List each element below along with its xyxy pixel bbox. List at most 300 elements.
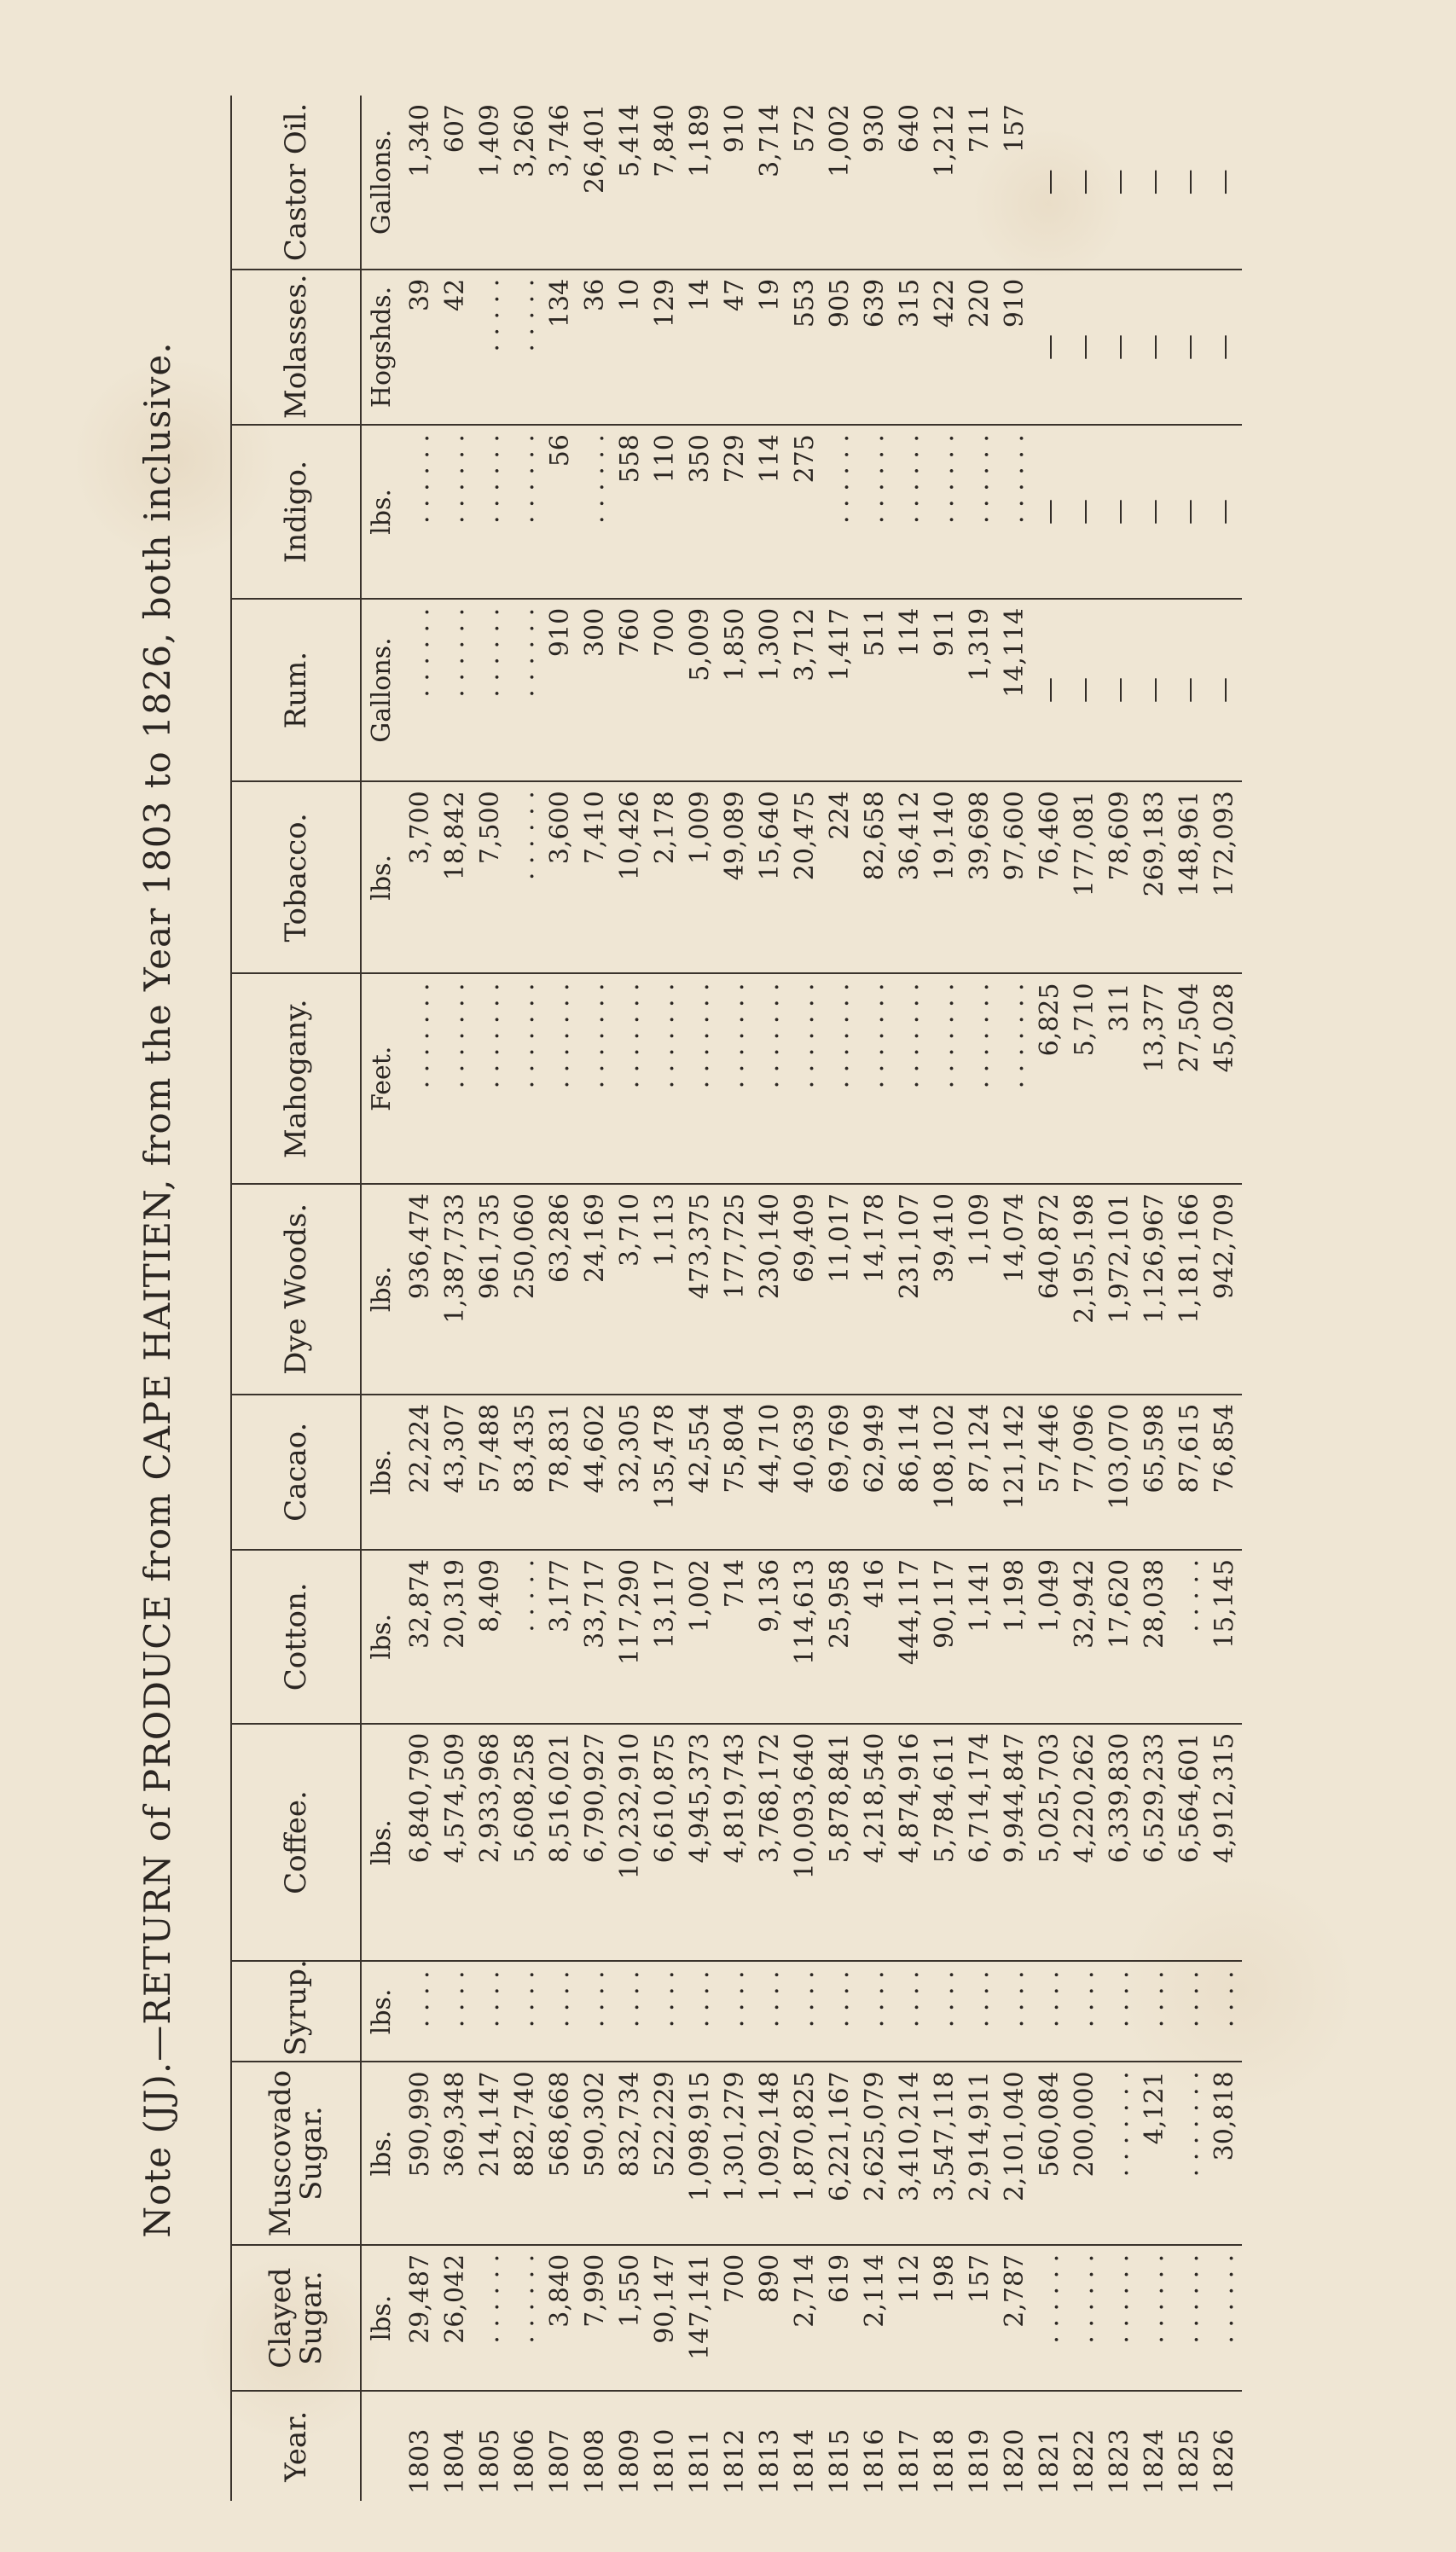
table-cell: 15,640 xyxy=(752,781,787,973)
table-cell: 4,121 xyxy=(1137,2062,1172,2244)
table-cell: 97,600 xyxy=(997,781,1032,973)
table-cell: — xyxy=(1207,599,1242,781)
table-cell: 3,768,172 xyxy=(752,1724,787,1962)
table-cell: 121,142 xyxy=(997,1395,1032,1550)
table-cell: 6,825 xyxy=(1032,973,1067,1184)
table-cell: . . . . . . xyxy=(403,599,438,781)
table-cell: . . . . xyxy=(1207,1961,1242,2062)
table-cell: . . . . . . xyxy=(473,425,508,599)
table-cell: 5,009 xyxy=(682,599,717,781)
table-cell: . . . . . . . xyxy=(542,973,577,1184)
year-cell: 1808 xyxy=(577,2391,612,2501)
table-cell: . . . . . . . xyxy=(508,973,542,1184)
table-cell: 103,070 xyxy=(1102,1395,1137,1550)
table-cell: 62,949 xyxy=(857,1395,892,1550)
table-cell: — xyxy=(1172,425,1207,599)
table-row xyxy=(752,96,787,2501)
table-cell: . . . . . . xyxy=(822,425,857,599)
table-cell: 369,348 xyxy=(438,2062,473,2244)
table-cell: 6,529,233 xyxy=(1137,1724,1172,1962)
table-cell: 40,639 xyxy=(787,1395,822,1550)
table-cell: 14,074 xyxy=(997,1184,1032,1395)
table-cell: . . . . . . . xyxy=(682,973,717,1184)
table-cell: . . . . . . xyxy=(508,599,542,781)
table-cell: 14,178 xyxy=(857,1184,892,1395)
column-header: Mahogany. xyxy=(231,973,361,1184)
table-cell: . . . . . . xyxy=(1137,2245,1172,2392)
table-cell: 444,117 xyxy=(892,1550,927,1724)
table-cell: 473,375 xyxy=(682,1184,717,1395)
table-cell: 1,300 xyxy=(752,599,787,781)
column-header: Dye Woods. xyxy=(231,1184,361,1395)
table-cell: 2,787 xyxy=(997,2245,1032,2392)
table-cell: 4,874,916 xyxy=(892,1724,927,1962)
table-cell: 5,414 xyxy=(614,104,645,177)
table-cell: 315 xyxy=(892,270,927,425)
table-cell: 1,409 xyxy=(474,104,505,177)
table-cell: . . . . . xyxy=(508,270,542,425)
table-cell: 572 xyxy=(789,104,820,154)
table-cell: 936,474 xyxy=(403,1184,438,1395)
table-cell: — xyxy=(1034,169,1064,195)
table-cell: 129 xyxy=(647,270,682,425)
table-cell: 269,183 xyxy=(1137,781,1172,973)
table-cell: 416 xyxy=(857,1550,892,1724)
table-cell: 147,141 xyxy=(682,2245,717,2392)
table-cell: 10,232,910 xyxy=(612,1724,647,1962)
table-row xyxy=(997,96,1032,2501)
table-cell: . . . . . . xyxy=(438,599,473,781)
table-cell: — xyxy=(1032,270,1067,425)
table-cell: 1,098,915 xyxy=(682,2062,717,2244)
table-row xyxy=(508,96,542,2501)
table-cell: 220 xyxy=(962,270,997,425)
table-row xyxy=(473,96,508,2501)
table-cell: 6,714,174 xyxy=(962,1724,997,1962)
page-title: Note (JJ).—RETURN of PRODUCE from CAPE HAITIEN, from the Year 1803 to 1826, both inclusive. xyxy=(136,341,178,2238)
table-cell: 177,081 xyxy=(1067,781,1102,973)
table-cell: . . . . . . . xyxy=(403,973,438,1184)
table-row xyxy=(647,96,682,2501)
table-cell: . . . . . . xyxy=(1207,2245,1242,2392)
table-cell: . . . . xyxy=(962,1961,997,2062)
table-cell: 560,084 xyxy=(1032,2062,1067,2244)
table-cell: 639 xyxy=(857,270,892,425)
table-row xyxy=(787,96,822,2501)
table-cell: 20,475 xyxy=(787,781,822,973)
table-cell: 63,286 xyxy=(542,1184,577,1395)
table-cell: — xyxy=(1137,599,1172,781)
table-cell: 86,114 xyxy=(892,1395,927,1550)
table-cell: 78,609 xyxy=(1102,781,1137,973)
year-cell: 1807 xyxy=(542,2391,577,2501)
table-row xyxy=(577,96,612,2501)
unit-header: lbs. xyxy=(361,2245,403,2392)
table-cell: — xyxy=(1137,270,1172,425)
table-cell: — xyxy=(1067,270,1102,425)
table-cell: . . . . xyxy=(1032,1961,1067,2062)
year-cell: 1824 xyxy=(1137,2391,1172,2501)
table-cell: . . . . . . . xyxy=(927,973,962,1184)
table-cell: 134 xyxy=(542,270,577,425)
table-cell: 39,410 xyxy=(927,1184,962,1395)
table-cell: 1,109 xyxy=(962,1184,997,1395)
table-cell: 90,117 xyxy=(927,1550,962,1724)
table-cell: 2,625,079 xyxy=(857,2062,892,2244)
table-cell: 6,790,927 xyxy=(577,1724,612,1962)
table-cell: 17,620 xyxy=(1102,1550,1137,1724)
table-row xyxy=(403,96,438,2501)
table-cell: . . . . . . xyxy=(508,781,542,973)
table-cell: 522,229 xyxy=(647,2062,682,2244)
table-cell: 300 xyxy=(577,599,612,781)
table-cell: 77,096 xyxy=(1067,1395,1102,1550)
table-cell: . . . . xyxy=(857,1961,892,2062)
column-header: Cacao. xyxy=(231,1395,361,1550)
table-cell: 45,028 xyxy=(1207,973,1242,1184)
table-cell: 905 xyxy=(822,270,857,425)
table-cell: 910 xyxy=(542,599,577,781)
table-cell: 11,017 xyxy=(822,1184,857,1395)
year-cell: 1812 xyxy=(717,2391,752,2501)
table-cell: 714 xyxy=(717,1550,752,1724)
table-cell: . . . . . . xyxy=(1102,2245,1137,2392)
table-row xyxy=(1172,96,1207,2501)
table-cell: 78,831 xyxy=(542,1395,577,1550)
table-row xyxy=(612,96,647,2501)
table-cell: . . . . xyxy=(1137,1961,1172,2062)
table-cell: 1,198 xyxy=(997,1550,1032,1724)
table-cell: 57,446 xyxy=(1032,1395,1067,1550)
table-row xyxy=(962,96,997,2501)
table-cell: 4,574,509 xyxy=(438,1724,473,1962)
table-cell: 114 xyxy=(892,599,927,781)
unit-header: lbs. xyxy=(361,2062,403,2244)
table-cell: 311 xyxy=(1102,973,1137,1184)
unit-header: lbs. xyxy=(361,425,403,599)
table-cell: . . . . . . . xyxy=(962,973,997,1184)
table-cell: 250,060 xyxy=(508,1184,542,1395)
table-cell: . . . . xyxy=(403,1961,438,2062)
rotated-page xyxy=(128,78,1339,2501)
table-row xyxy=(1032,96,1067,2501)
table-cell: 5,025,703 xyxy=(1032,1724,1067,1962)
table-cell: 44,602 xyxy=(577,1395,612,1550)
year-cell: 1822 xyxy=(1067,2391,1102,2501)
year-cell: 1813 xyxy=(752,2391,787,2501)
table-cell: — xyxy=(1209,169,1239,195)
table-cell: 57,488 xyxy=(473,1395,508,1550)
table-cell: 42,554 xyxy=(682,1395,717,1550)
table-row xyxy=(1137,96,1172,2501)
table-cell: — xyxy=(1172,599,1207,781)
table-cell: 422 xyxy=(927,270,962,425)
year-cell: 1804 xyxy=(438,2391,473,2501)
unit-header: Gallons. xyxy=(361,599,403,781)
table-cell: . . . . xyxy=(1172,1961,1207,2062)
column-header: Molasses. xyxy=(231,270,361,425)
year-cell: 1817 xyxy=(892,2391,927,2501)
table-cell: 9,136 xyxy=(752,1550,787,1724)
table-cell: 7,410 xyxy=(577,781,612,973)
table-cell: . . . . xyxy=(682,1961,717,2062)
table-cell: 69,409 xyxy=(787,1184,822,1395)
table-cell: . . . . xyxy=(892,1961,927,2062)
table-cell: — xyxy=(1207,425,1242,599)
table-cell: 33,717 xyxy=(577,1550,612,1724)
table-cell: — xyxy=(1139,169,1169,195)
table-cell: 15,145 xyxy=(1207,1550,1242,1724)
table-cell: 2,714 xyxy=(787,2245,822,2392)
year-cell: 1818 xyxy=(927,2391,962,2501)
table-cell: 1,113 xyxy=(647,1184,682,1395)
table-cell: 148,961 xyxy=(1172,781,1207,973)
table-cell: — xyxy=(1102,270,1137,425)
column-header: Muscovado Sugar. xyxy=(231,2062,361,2244)
table-cell: — xyxy=(1137,425,1172,599)
table-cell: 961,735 xyxy=(473,1184,508,1395)
table-cell: 19,140 xyxy=(927,781,962,973)
table-cell: . . . . xyxy=(438,1961,473,2062)
table-cell: 231,107 xyxy=(892,1184,927,1395)
table-cell: 5,608,258 xyxy=(508,1724,542,1962)
unit-header: lbs. xyxy=(361,1184,403,1395)
table-cell: . . . . . . . xyxy=(717,973,752,1184)
table-cell: 29,487 xyxy=(403,2245,438,2392)
table-cell: 619 xyxy=(822,2245,857,2392)
table-cell: 39,698 xyxy=(962,781,997,973)
year-cell: 1803 xyxy=(403,2391,438,2501)
table-cell: 1,319 xyxy=(962,599,997,781)
table-cell: 1,092,148 xyxy=(752,2062,787,2244)
table-cell: 729 xyxy=(717,425,752,599)
table-cell: 2,101,040 xyxy=(997,2062,1032,2244)
column-header: Tobacco. xyxy=(231,781,361,973)
table-cell: 114,613 xyxy=(787,1550,822,1724)
table-cell: 568,668 xyxy=(542,2062,577,2244)
table-cell: 214,147 xyxy=(473,2062,508,2244)
table-cell: 3,840 xyxy=(542,2245,577,2392)
table-cell: 65,598 xyxy=(1137,1395,1172,1550)
table-cell: 1,009 xyxy=(682,781,717,973)
table-cell: 4,819,743 xyxy=(717,1724,752,1962)
table-cell: 4,220,262 xyxy=(1067,1724,1102,1962)
table-cell: 110 xyxy=(647,425,682,599)
table-cell: 890 xyxy=(752,2245,787,2392)
table-row xyxy=(542,96,577,2501)
table-cell: 1,189 xyxy=(684,104,715,177)
table-cell: . . . . . . xyxy=(473,599,508,781)
table-cell: 108,102 xyxy=(927,1395,962,1550)
year-cell: 1823 xyxy=(1102,2391,1137,2501)
table-cell: . . . . xyxy=(473,1961,508,2062)
table-row xyxy=(927,96,962,2501)
table-cell: 275 xyxy=(787,425,822,599)
table-cell: . . . . xyxy=(647,1961,682,2062)
table-cell: . . . . . . . xyxy=(892,973,927,1184)
table-cell: 590,302 xyxy=(577,2062,612,2244)
table-cell: 1,049 xyxy=(1032,1550,1067,1724)
table-cell: . . . . . . xyxy=(508,2245,542,2392)
table-cell: . . . . xyxy=(577,1961,612,2062)
table-cell: 36,412 xyxy=(892,781,927,973)
table-cell: 56 xyxy=(542,425,577,599)
table-cell: 1,126,967 xyxy=(1137,1184,1172,1395)
table-cell: 157 xyxy=(962,2245,997,2392)
table-cell: 14 xyxy=(682,270,717,425)
table-cell: 24,169 xyxy=(577,1184,612,1395)
unit-header: lbs. xyxy=(361,1550,403,1724)
table-cell: 2,914,911 xyxy=(962,2062,997,2244)
table-cell: 26,042 xyxy=(438,2245,473,2392)
table-cell: 2,933,968 xyxy=(473,1724,508,1962)
table-cell: 711 xyxy=(964,104,995,154)
table-cell: 10,093,640 xyxy=(787,1724,822,1962)
year-cell: 1811 xyxy=(682,2391,717,2501)
table-cell: — xyxy=(1102,425,1137,599)
table-cell: . . . . xyxy=(612,1961,647,2062)
year-cell: 1809 xyxy=(612,2391,647,2501)
table-cell: 18,842 xyxy=(438,781,473,973)
table-cell: 9,944,847 xyxy=(997,1724,1032,1962)
table-cell: 177,725 xyxy=(717,1184,752,1395)
table-cell: 1,002 xyxy=(682,1550,717,1724)
table-cell: . . . . . . . xyxy=(647,973,682,1184)
table-cell: . . . . xyxy=(752,1961,787,2062)
table-cell: 10,426 xyxy=(612,781,647,973)
table-cell: 910 xyxy=(997,270,1032,425)
unit-header: lbs. xyxy=(361,781,403,973)
table-cell: . . . . . . . xyxy=(473,973,508,1184)
table-cell: 135,478 xyxy=(647,1395,682,1550)
table-cell: — xyxy=(1032,425,1067,599)
table-cell: 910 xyxy=(719,104,750,154)
table-cell: 350 xyxy=(682,425,717,599)
table-row xyxy=(682,96,717,2501)
unit-header: Hogshds. xyxy=(361,270,403,425)
table-cell: 49,089 xyxy=(717,781,752,973)
table-cell: . . . . . . . xyxy=(752,973,787,1184)
table-cell: 942,709 xyxy=(1207,1184,1242,1395)
table-cell: 911 xyxy=(927,599,962,781)
table-cell: 25,958 xyxy=(822,1550,857,1724)
table-cell: . . . . . . xyxy=(927,425,962,599)
table-cell: 32,874 xyxy=(403,1550,438,1724)
table-cell: 6,610,875 xyxy=(647,1724,682,1962)
table-cell: 4,912,315 xyxy=(1207,1724,1242,1962)
unit-headers xyxy=(361,96,403,2501)
table-cell: 832,734 xyxy=(612,2062,647,2244)
table-cell: 82,658 xyxy=(857,781,892,973)
table-cell: . . . . xyxy=(927,1961,962,2062)
table-cell: 553 xyxy=(787,270,822,425)
table-cell: 43,307 xyxy=(438,1395,473,1550)
table-cell: . . . . . . xyxy=(857,425,892,599)
unit-header: lbs. xyxy=(361,1395,403,1550)
column-header: Indigo. xyxy=(231,425,361,599)
table-cell: — xyxy=(1102,599,1137,781)
table-cell: 1,387,733 xyxy=(438,1184,473,1395)
unit-header: lbs. xyxy=(361,1724,403,1962)
table-cell: 36 xyxy=(577,270,612,425)
table-cell: . . . . . . xyxy=(577,425,612,599)
unit-header: lbs. xyxy=(361,1961,403,2062)
table-cell: 700 xyxy=(647,599,682,781)
table-cell: 1,141 xyxy=(962,1550,997,1724)
table-cell: 22,224 xyxy=(403,1395,438,1550)
table-cell: 3,700 xyxy=(403,781,438,973)
table-cell: . . . . xyxy=(542,1961,577,2062)
column-header: Cotton. xyxy=(231,1550,361,1724)
table-row xyxy=(438,96,473,2501)
table-cell: 32,305 xyxy=(612,1395,647,1550)
column-header: Syrup. xyxy=(231,1961,361,2062)
table-cell: . . . . . . . xyxy=(577,973,612,1184)
column-header: Clayed Sugar. xyxy=(231,2245,361,2392)
table-cell: 75,804 xyxy=(717,1395,752,1550)
table-cell: 157 xyxy=(999,104,1030,154)
year-cell: 1806 xyxy=(508,2391,542,2501)
table-cell: — xyxy=(1032,599,1067,781)
table-cell: . . . . xyxy=(997,1961,1032,2062)
table-cell: 640 xyxy=(894,104,925,154)
table-body xyxy=(403,96,1242,2501)
unit-header: Gallons. xyxy=(367,129,397,235)
table-cell: . . . . . . xyxy=(403,425,438,599)
table-cell: 76,854 xyxy=(1207,1395,1242,1550)
table-cell: . . . . xyxy=(1067,1961,1102,2062)
table-cell: 13,377 xyxy=(1137,973,1172,1184)
table-cell: — xyxy=(1207,270,1242,425)
table-cell: 26,401 xyxy=(579,104,610,194)
table-cell: 511 xyxy=(857,599,892,781)
table-cell: 700 xyxy=(717,2245,752,2392)
year-cell: 1815 xyxy=(822,2391,857,2501)
table-cell: 112 xyxy=(892,2245,927,2392)
table-cell: 7,990 xyxy=(577,2245,612,2392)
table-cell: 3,177 xyxy=(542,1550,577,1724)
table-cell: . . . . . . xyxy=(508,425,542,599)
table-cell: 3,410,214 xyxy=(892,2062,927,2244)
table-cell: 6,339,830 xyxy=(1102,1724,1137,1962)
table-cell: 1,212 xyxy=(929,104,960,177)
year-cell: 1805 xyxy=(473,2391,508,2501)
table-cell: . . . . . . . xyxy=(822,973,857,1184)
table-cell: . . . . . xyxy=(1172,1550,1207,1724)
table-cell: . . . . . . . xyxy=(1172,2062,1207,2244)
table-cell: 3,600 xyxy=(542,781,577,973)
table-cell: 5,784,611 xyxy=(927,1724,962,1962)
table-cell: . . . . . . . xyxy=(857,973,892,1184)
table-cell: 558 xyxy=(612,425,647,599)
column-headers xyxy=(231,96,361,2501)
table-cell: . . . . xyxy=(717,1961,752,2062)
year-cell: 1816 xyxy=(857,2391,892,2501)
year-cell: 1820 xyxy=(997,2391,1032,2501)
table-cell: 7,840 xyxy=(649,104,680,177)
table-cell: . . . . xyxy=(508,1961,542,2062)
year-cell: 1814 xyxy=(787,2391,822,2501)
table-cell: 1,972,101 xyxy=(1102,1184,1137,1395)
table-cell: . . . . . . . xyxy=(438,973,473,1184)
table-cell: 2,178 xyxy=(647,781,682,973)
table-cell: 607 xyxy=(439,104,470,154)
table-cell: 44,710 xyxy=(752,1395,787,1550)
produce-table xyxy=(230,96,1242,2501)
table-cell: 10 xyxy=(612,270,647,425)
table-row xyxy=(1102,96,1137,2501)
year-cell: 1819 xyxy=(962,2391,997,2501)
